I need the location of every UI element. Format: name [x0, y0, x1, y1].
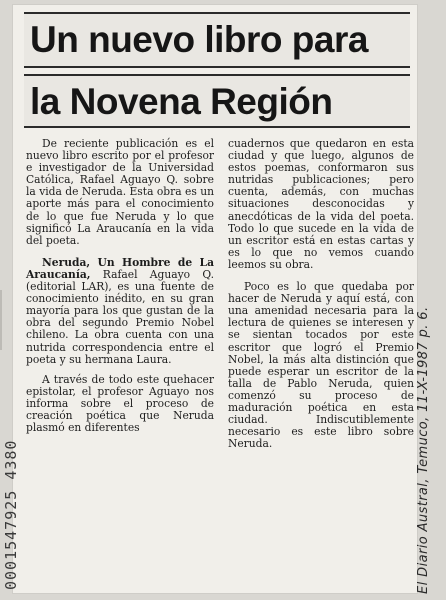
book-title-lead: Neruda, Un Hombre de La Araucanía,	[26, 255, 214, 281]
headline-line-1: Un nuevo libro para	[30, 19, 368, 60]
headline-band-1	[24, 12, 410, 68]
article-column-right	[228, 138, 414, 460]
archive-stamp-number: 0001547925 4380	[2, 439, 20, 590]
right-paragraph-2: Poco es lo que quedaba por hacer de Neruda y aquí está, con una amenidad necesaria para la lectura de quienes se interesen y se sientan tocados por este escritor que logró el Premio Nobel, la más alta distinción que puede esperar un escritor de la talla de Pablo Neruda, quien comenzó su proceso de maduración poética en esta ciudad. Indiscutiblemente necesario es este libro sobre Neruda.	[228, 280, 414, 451]
left-paragraph-1: De reciente publicación es el nuevo libro escrito por el profesor e investigador de la Universidad Católica, Rafael Aguayo Q. sobre la vida de Neruda. Esta obra es un aporte más para el conocimiento de lo que fue Neruda y lo que significó La Araucanía en la vida del poeta.	[26, 137, 214, 247]
right-paragraph-1: cuadernos que quedaron en esta ciudad y que luego, algunos de estos poemas, conformaron sus nutridas publicaciones; pero cuenta, además, con muchas situaciones desconocidas y anecdóticas de la vida del poeta. Todo lo que sucede en la vida de un escritor está en estas cartas y es lo que no vemos cuando leemos su obra.	[228, 137, 414, 271]
left-paragraph-2	[26, 257, 214, 366]
left-paragraph-2-body: Rafael Aguayo Q. (editorial LAR), es una fuente de conocimiento inédito, en su gran mayoría para los que gustan de la obra del segundo Premio Nobel chileno. La obra cuenta con una nutrida correspondencia entre el poeta y su hermana Laura.	[26, 267, 214, 366]
headline-band-2	[24, 74, 410, 128]
article-column-left	[26, 138, 214, 444]
headline-line-2: la Novena Región	[30, 81, 333, 122]
handwritten-source-note: El Diario Austral, Temuco, 11-X-1987 p. 6.	[416, 306, 431, 594]
scan-mark	[0, 290, 16, 350]
left-paragraph-3: A través de todo este quehacer epistolar, el profesor Aguayo nos informa sobre el proceso de creación poética que Neruda plasmó en diferentes	[26, 372, 214, 435]
